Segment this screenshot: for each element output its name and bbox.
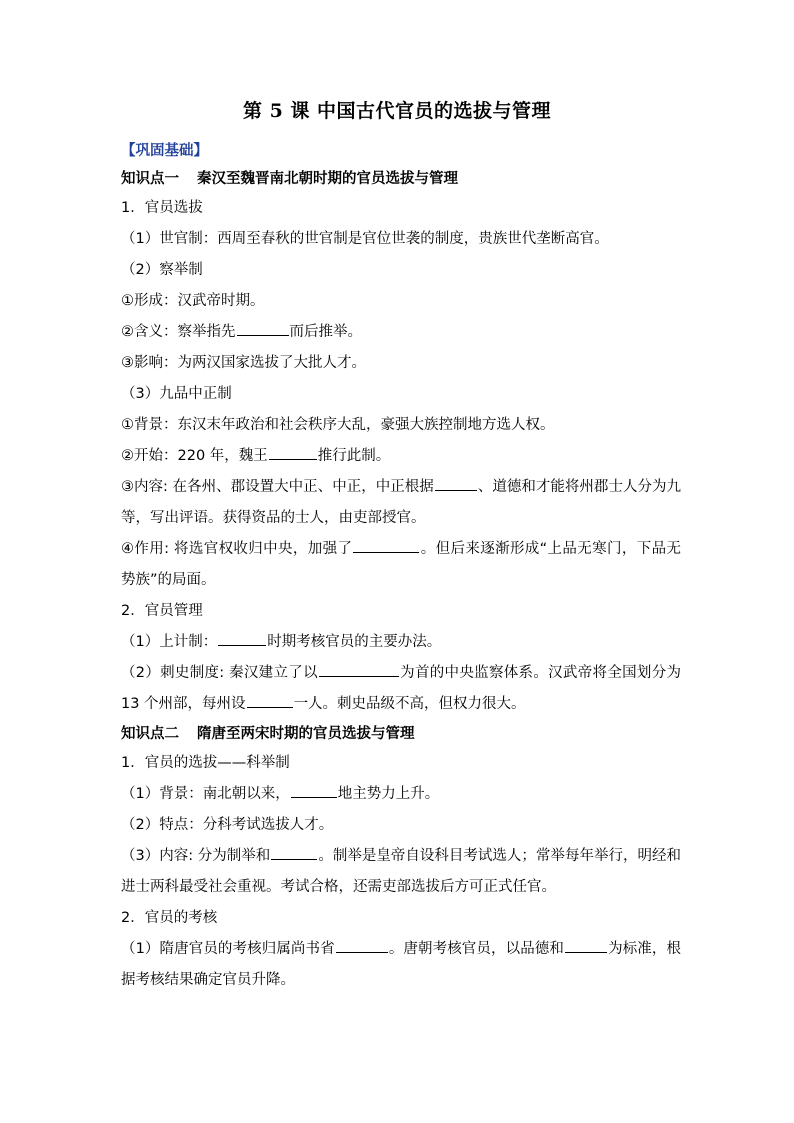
knowledge-point-text: 隋唐至两宋时期的官员选拔与管理	[197, 726, 415, 742]
paragraph: （1）世官制：西周至春秋的世官制是官位世袭的制度，贵族世代垄断高官。	[121, 231, 609, 247]
text-segment: 。唐朝考核官员，以品德和	[388, 941, 565, 957]
paragraph: ③影响：为两汉国家选拔了大批人才。	[121, 355, 366, 371]
subheading: （2）察举制	[121, 262, 203, 278]
paragraph	[121, 779, 681, 810]
knowledge-point-label: 知识点一	[121, 171, 179, 187]
text-segment: 地主势力上升。	[337, 786, 440, 802]
text-segment: 推行此制。	[317, 448, 391, 464]
fill-in-blank[interactable]	[271, 844, 317, 860]
text-segment: ③内容: 在各州、郡设置大中正、中正，中正根据	[121, 479, 434, 495]
knowledge-point-label: 知识点二	[121, 726, 179, 742]
fill-in-blank[interactable]	[269, 444, 317, 460]
paragraph: ①形成：汉武帝时期。	[121, 293, 265, 309]
text-segment: （1）背景：南北朝以来，	[121, 786, 290, 802]
document-body	[121, 137, 681, 996]
paragraph	[121, 841, 681, 903]
knowledge-point-heading	[121, 720, 681, 748]
paragraph: （2）特点：分科考试选拔人才。	[121, 817, 334, 833]
subheading: 1．官员的选拔——科举制	[121, 755, 290, 771]
text-segment: （3）内容: 分为制举和	[121, 848, 271, 864]
page-title: 第 5 课 中国古代官员的选拔与管理	[242, 100, 552, 122]
text-segment: ②开始：220 年，魏王	[121, 448, 268, 464]
text-segment: 而后推举。	[289, 324, 362, 340]
text-segment: （1）隋唐官员的考核归属尚书省	[121, 941, 335, 957]
fill-in-blank[interactable]	[247, 692, 293, 708]
subheading: 2．官员管理	[121, 603, 203, 619]
paragraph	[121, 472, 681, 534]
fill-in-blank[interactable]	[353, 537, 419, 553]
paragraph	[121, 441, 681, 472]
paragraph	[121, 534, 681, 596]
paragraph	[121, 627, 681, 658]
text-segment: （1）上计制：	[121, 634, 218, 650]
fill-in-blank[interactable]	[218, 630, 266, 646]
text-segment: 、道德和才能将州郡士人分为九等，写出评语。获得资品的士人，由吏部授官。	[121, 479, 682, 526]
fill-in-blank[interactable]	[435, 475, 477, 491]
text-segment: 一人。刺史品级不高，但权力很大。	[293, 696, 526, 712]
text-segment: （2）刺史制度: 秦汉建立了以	[121, 665, 318, 681]
knowledge-point-text: 秦汉至魏晋南北朝时期的官员选拔与管理	[197, 171, 458, 187]
fill-in-blank[interactable]	[237, 320, 289, 336]
text-segment: ④作用: 将选官权收归中央，加强了	[121, 541, 353, 557]
subheading: 2．官员的考核	[121, 910, 218, 926]
knowledge-point-heading	[121, 165, 681, 193]
text-segment: 为标准，根据考核结果确定官员升降。	[121, 941, 682, 988]
paragraph	[121, 934, 681, 996]
subheading: 1．官员选拔	[121, 200, 203, 216]
section-tag: 【巩固基础】	[121, 143, 208, 159]
text-segment: ②含义：察举指先	[121, 324, 236, 340]
fill-in-blank[interactable]	[565, 937, 607, 953]
subheading: （3）九品中正制	[121, 386, 232, 402]
paragraph: ①背景：东汉末年政治和社会秩序大乱，豪强大族控制地方选人权。	[121, 417, 555, 433]
fill-in-blank[interactable]	[291, 782, 337, 798]
text-segment: 为首的中央监察体系。汉武帝将全国划分为 13 个州部，每州设	[121, 665, 682, 712]
paragraph	[121, 317, 681, 348]
fill-in-blank[interactable]	[336, 937, 388, 953]
text-segment: 时期考核官员的主要办法。	[267, 634, 442, 650]
paragraph	[121, 658, 681, 720]
text-segment: 。但后来逐渐形成“上品无寒门，下品无势族”的局面。	[121, 541, 681, 588]
text-segment: 。制举是皇帝自设科目考试选人；常举每年举行，明经和进士两科最受社会重视。考试合格，还需吏部选拔后方可正式任官。	[121, 848, 681, 895]
fill-in-blank[interactable]	[319, 661, 399, 677]
